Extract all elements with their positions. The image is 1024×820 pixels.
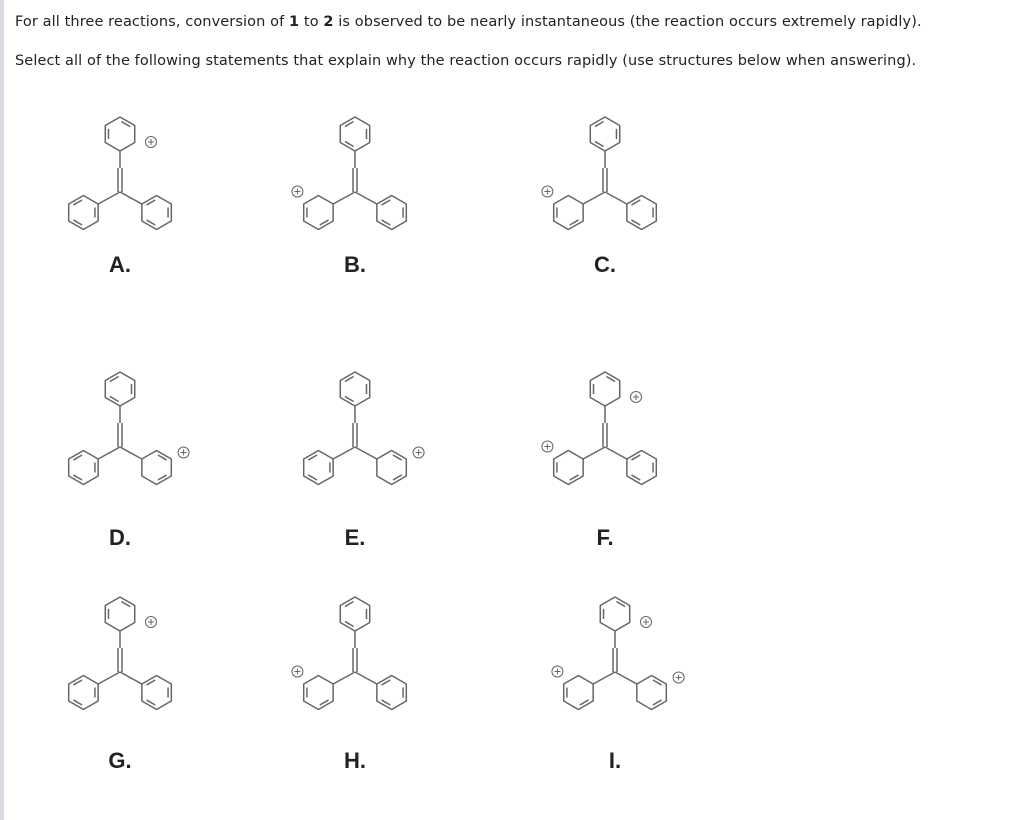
structure-label: H. xyxy=(344,748,366,773)
positive-charge-icon xyxy=(292,186,303,197)
structure-b xyxy=(292,117,406,277)
structure-h xyxy=(292,597,406,773)
question-line-1-post: is observed to be nearly instantaneous (the reaction occurs extremely rapidly). xyxy=(333,14,922,30)
positive-charge-icon xyxy=(413,447,424,458)
structure-c xyxy=(542,117,656,277)
positive-charge-icon xyxy=(673,672,684,683)
structure-d xyxy=(69,372,189,550)
compound-2-ref: 2 xyxy=(323,14,334,30)
positive-charge-icon xyxy=(631,392,642,403)
ring-top xyxy=(600,597,629,631)
structure-a xyxy=(69,117,172,277)
structure-label: D. xyxy=(109,525,131,550)
ring-right xyxy=(377,676,406,710)
positive-charge-icon xyxy=(542,186,553,197)
ring-left xyxy=(304,676,333,710)
ring-top xyxy=(105,372,134,406)
ring-right xyxy=(142,451,171,485)
ring-right xyxy=(377,196,406,230)
ring-top xyxy=(340,372,369,406)
structure-label: C. xyxy=(594,252,616,277)
structure-label: B. xyxy=(344,252,366,277)
ring-left xyxy=(304,196,333,230)
structure-f xyxy=(542,372,656,550)
positive-charge-icon xyxy=(641,617,652,628)
ring-left xyxy=(554,196,583,230)
ring-top xyxy=(590,372,619,406)
ring-right xyxy=(627,451,656,485)
question-line-1-pre: For all three reactions, conversion of xyxy=(15,14,289,30)
ring-right xyxy=(142,676,171,710)
ring-left xyxy=(554,451,583,485)
question-line-2: Select all of the following statements that explain why the reaction occurs rapidly (use structures below when answering). xyxy=(15,53,917,69)
structure-label: A. xyxy=(109,252,131,277)
structure-label: G. xyxy=(108,748,132,773)
positive-charge-icon xyxy=(146,137,157,148)
positive-charge-icon xyxy=(552,666,563,677)
structure-label: F. xyxy=(596,525,614,550)
ring-right xyxy=(627,196,656,230)
ring-top xyxy=(105,597,134,631)
ring-right xyxy=(637,676,666,710)
structure-i xyxy=(552,597,684,773)
structure-label: I. xyxy=(608,748,622,773)
structure-label: E. xyxy=(344,525,366,550)
ring-top xyxy=(105,117,134,151)
structure-e xyxy=(304,372,424,550)
ring-left xyxy=(564,676,593,710)
positive-charge-icon xyxy=(542,441,553,452)
ring-top xyxy=(340,597,369,631)
positive-charge-icon xyxy=(292,666,303,677)
ring-left xyxy=(69,451,98,485)
ring-left xyxy=(69,676,98,710)
ring-right xyxy=(377,451,406,485)
question-line-1-mid: to xyxy=(299,14,324,30)
ring-right xyxy=(142,196,171,230)
ring-left xyxy=(304,451,333,485)
ring-top xyxy=(590,117,619,151)
positive-charge-icon xyxy=(146,617,157,628)
ring-left xyxy=(69,196,98,230)
structure-g xyxy=(69,597,172,773)
compound-1-ref: 1 xyxy=(289,14,300,30)
ring-top xyxy=(340,117,369,151)
positive-charge-icon xyxy=(178,447,189,458)
